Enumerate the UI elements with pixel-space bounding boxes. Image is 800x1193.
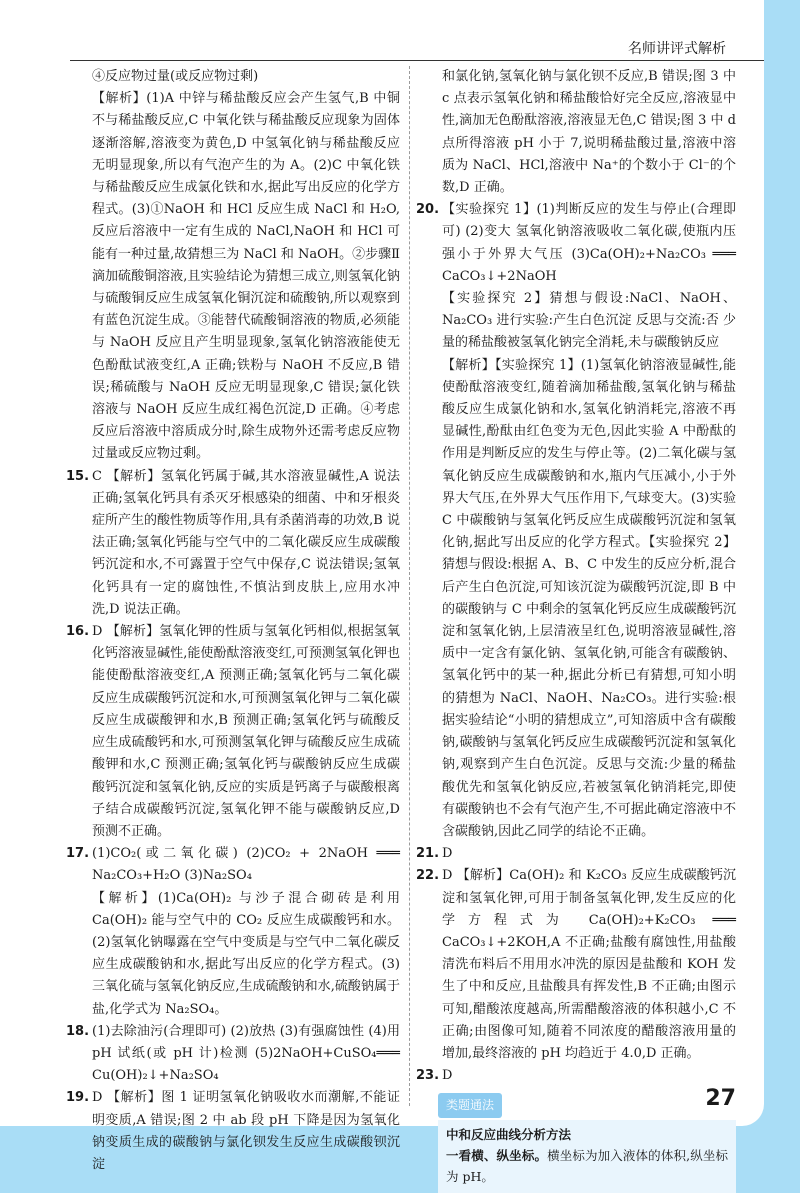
answer-text: ④反应物过量(或反应物过剩) (92, 69, 259, 84)
answer-text: D (442, 1068, 453, 1084)
method-section (420, 1087, 736, 1192)
method-title: 中和反应曲线分析方法 (446, 1126, 572, 1142)
question-number: 22. (416, 868, 440, 884)
question-p14-tail (70, 66, 400, 466)
answer-text: 【解析】(1)A 中锌与稀盐酸反应会产生氢气,B 中铜不与稀盐酸反应,C 中氧化铁与稀盐酸反应现象为固体逐渐溶解,溶液变为黄色,D 中氢氧化钠与稀盐酸反应无明显现象,所以有气泡产生的为 A。(2)C 中氧化铁与稀盐酸反应生成氯化铁和水,据此写出反应的化学方程式。(3)①NaOH 和 HCl 反应生成 NaCl 和 H₂O,反应后溶液中一定有生成的 NaCl,NaOH 和 HCl 可能有一种过量,故猜想三为 NaCl 和 NaOH。②步骤Ⅱ滴加硫酸铜溶液,且实验结论为猜想三成立,则氢氧化钠与硫酸铜反应生成氢氧化铜沉淀和硫酸钠,所以观察到有蓝色沉淀生成。③能替代硫酸铜溶液的物质,必须能与 NaOH 反应且产生明显现象,氢氧化钠溶液能使无色酚酞试液变红,A 正确;铁粉与 NaOH 不反应,B 错误;稀硫酸与 NaOH 反应无明显现象,C 错误;氯化铁溶液与 NaOH 反应生成红褐色沉淀,D 正确。④考虑反应后溶液中溶质成分时,除生成物外还需考虑反应物过量或反应物过剩。 (92, 91, 400, 462)
question-q16 (66, 621, 400, 843)
answer-text: 【实验探究 2】猜想与假设:NaCl、NaOH、Na₂CO₃ 进行实验:产生白色沉淀 反思与交流:否 少量的稀盐酸被氢氧化钠完全消耗,未与碳酸钠反应 (442, 291, 736, 351)
question-number: 21. (416, 846, 440, 862)
left-column (66, 66, 400, 1176)
method-lead: 一看横、纵坐标。 (446, 1147, 548, 1163)
question-q19-tail (420, 66, 736, 199)
question-q21 (416, 843, 736, 865)
question-q23 (416, 1065, 736, 1087)
method-body: 横坐标为加入液体的体积,纵坐标为 pH。 (446, 1147, 728, 1184)
method-badge: 类题通法 (438, 1093, 502, 1117)
question-q17 (66, 843, 400, 1021)
question-q15 (66, 466, 400, 621)
answer-text: D 【解析】图 1 证明氢氧化钠吸收水而潮解,不能证明变质,A 错误;图 2 中 ab 段 pH 下降是因为氢氧化钠变质生成的碳酸钠与氯化钡发生反应生成碳酸钡沉淀 (92, 1090, 400, 1172)
answer-text: (1)去除油污(合理即可) (2)放热 (3)有强腐蚀性 (4)用 pH 试纸(或 pH 计)检测 (5)2NaOH+CuSO₄═══ Cu(OH)₂↓+Na₂SO₄ (92, 1023, 400, 1084)
method-box (438, 1120, 736, 1193)
answer-text: 【实验探究 1】(1)判断反应的发生与停止(合理即可) (2)变大 氢氧化钠溶液吸收二氧化碳,使瓶内压强小于外界大气压 (3)Ca(OH)₂+Na₂CO₃ ═══ CaCO₃↓+2NaOH (442, 202, 736, 284)
question-number: 15. (66, 468, 90, 484)
question-q22 (416, 865, 736, 1065)
question-number: 23. (416, 1068, 440, 1084)
header-rule (70, 60, 764, 61)
column-divider (409, 66, 410, 1106)
answer-text: D 【解析】氢氧化钾的性质与氢氧化钙相似,根据氢氧化钙溶液显碱性,能使酚酞溶液变红,可预测氢氧化钾也能使酚酞溶液变红,A 预测正确;氢氧化钙与二氧化碳反应生成碳酸钙沉淀和水,可预测氢氧化钾与二氧化碳反应生成碳酸钾和水,B 预测正确;氢氧化钙与硫酸反应生成硫酸钙和水,可预测氢氧化钾与硫酸反应生成硫酸钾和水,C 预测正确;氢氧化钙与碳酸钠反应生成碳酸钙沉淀和氢氧化钠,反应的实质是钙离子与碳酸根离子结合成碳酸钙沉淀,氢氧化钾不能与碳酸钠反应,D 预测不正确。 (92, 624, 400, 839)
question-number: 17. (66, 846, 90, 862)
question-number: 20. (416, 202, 440, 218)
answer-text: 【解析】【实验探究 1】(1)氢氧化钠溶液显碱性,能使酚酞溶液变红,随着滴加稀盐酸,氢氧化钠与稀盐酸反应生成氯化钠和水,氢氧化钠消耗完,溶液不再显碱性,酚酞由红色变为无色,因此实验 A 中酚酞的作用是判断反应的发生与停止等。(2)二氧化碳与氢氧化钠反应生成碳酸钠和水,瓶内气压减小,小于外界大气压,在外界大气压作用下,气球变大。(3)实验 C 中碳酸钠与氢氧化钙反应生成碳酸钙沉淀和氢氧化钠,据此写出反应的化学方程式。【实验探究 2】猜想与假设:根据 A、B、C 中发生的反应分析,混合后产生白色沉淀,可知该沉淀为碳酸钙沉淀,即 B 中的碳酸钠与 C 中剩余的氢氧化钙反应生成碳酸钙沉淀和氢氧化钠,上层清液呈红色,说明溶液显碱性,溶质中一定含有氯化钠、氢氧化钠,可能含有碳酸钠、氢氧化钙中的某一种,据此分析已有猜想,可知小明的猜想为 NaCl、NaOH、Na₂CO₃。进行实验:根据实验结论“小明的猜想成立”,可知溶质中含有碳酸钠,碳酸钠与氢氧化钙反应生成碳酸钙沉淀和氢氧化钠,观察到产生白色沉淀。反思与交流:少量的稀盐酸优先和氢氧化钠反应,若被氢氧化钠消耗完,即使有碳酸钠也不会有气泡产生,不可据此确定溶液中不含碳酸钠,因此乙同学的结论不正确。 (442, 357, 736, 839)
answer-text: D (442, 846, 453, 862)
page-header: 名师讲评式解析 (628, 41, 726, 57)
answer-text: (1)CO₂(或二氧化碳) (2)CO₂ + 2NaOH ═══ Na₂CO₃+H₂O (3)Na₂SO₄ (92, 846, 400, 884)
question-q18 (66, 1021, 400, 1088)
answer-text: 和氯化钠,氢氧化钠与氯化钡不反应,B 错误;图 3 中 c 点表示氢氧化钠和稀盐酸恰好完全反应,溶液显中性,滴加无色酚酞溶液,溶液显无色,C 错误;图 3 中 d 点所得溶液 pH 小于 7,说明稀盐酸过量,溶液中溶质为 NaCl、HCl,溶液中 Na⁺的个数小于 Cl⁻的个数,D 正确。 (442, 69, 736, 196)
question-number: 19. (66, 1090, 90, 1106)
answer-text: C 【解析】氢氧化钙属于碱,其水溶液显碱性,A 说法正确;氢氧化钙具有杀灭牙根感染的细菌、中和牙根炎症所产生的酸性物质等作用,具有杀菌消毒的功效,B 说法正确;氢氧化钙能与空气中的二氧化碳反应生成碳酸钙沉淀和水,不可露置于空气中保存,C 说法错误;氢氧化钙具有一定的腐蚀性,不慎沾到皮肤上,应用水冲洗,D 说法正确。 (92, 468, 400, 617)
question-number: 18. (66, 1023, 90, 1039)
question-number: 16. (66, 624, 90, 640)
answer-text: 【解析】(1)Ca(OH)₂ 与沙子混合砌砖是利用 Ca(OH)₂ 能与空气中的 CO₂ 反应生成碳酸钙和水。(2)氢氧化钠曝露在空气中变质是与空气中二氧化碳反应生成碳酸钠和水,据此写出反应的化学方程式。(3)三氧化硫与氢氧化钠反应,生成硫酸钠和水,硫酸钠属于盐,化学式为 Na₂SO₄。 (92, 890, 400, 1017)
question-q19 (66, 1087, 400, 1176)
method-text (446, 1145, 728, 1187)
page-number: 27 (705, 1086, 736, 1111)
right-column (416, 66, 736, 1193)
question-q20 (416, 199, 736, 843)
answer-text: D 【解析】Ca(OH)₂ 和 K₂CO₃ 反应生成碳酸钙沉淀和氢氧化钾,可用于制备氢氧化钾,发生反应的化学方程式为 Ca(OH)₂+K₂CO₃ ═══ CaCO₃↓+2KOH,A 不正确;盐酸有腐蚀性,用盐酸清洗布料后不用用水冲洗的原因是盐酸和 KOH 发生了中和反应,且盐酸具有挥发性,B 不正确;由图示可知,醋酸浓度越高,所需醋酸溶液的体积越小,C 不正确;由图像可知,随着不同浓度的醋酸溶液用量的增加,最终溶液的 pH 均趋近于 4.0,D 正确。 (442, 868, 736, 1061)
